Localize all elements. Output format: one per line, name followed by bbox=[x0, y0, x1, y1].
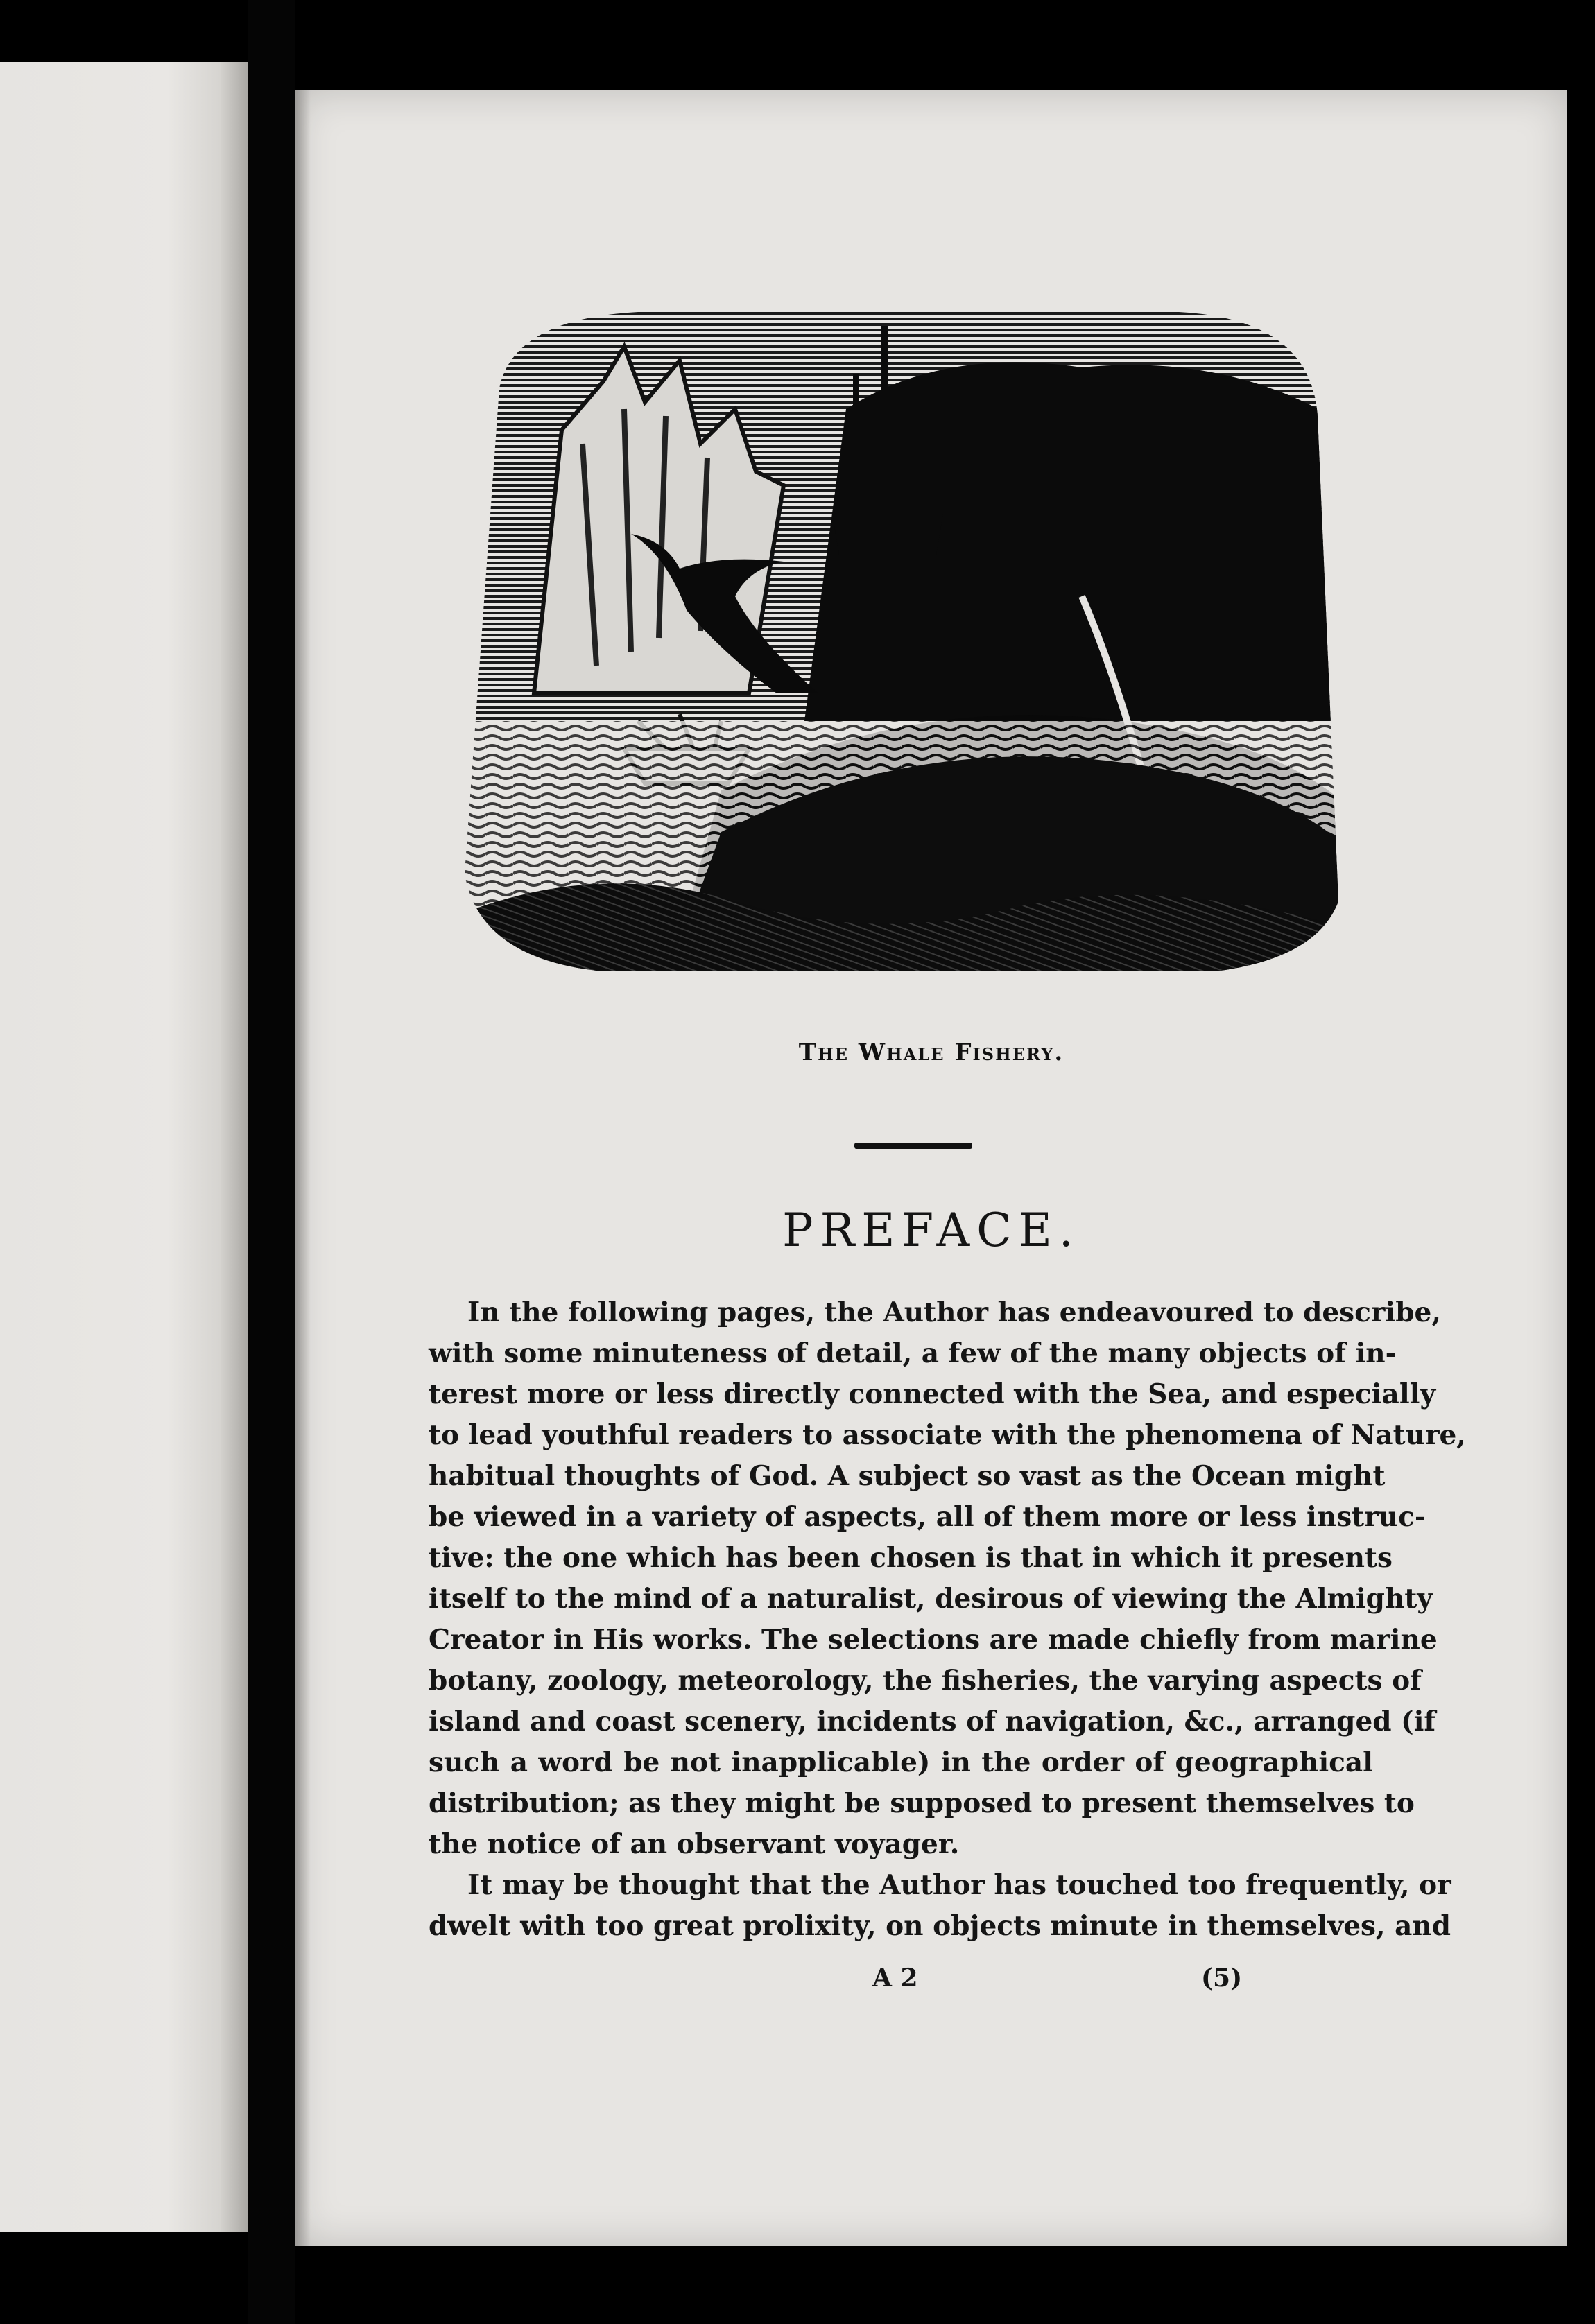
section-divider-rule bbox=[854, 1143, 972, 1149]
whale-fishery-engraving bbox=[458, 305, 1352, 985]
illustration-caption: The Whale Fishery. bbox=[798, 1039, 1064, 1066]
text-line: terest more or less directly connected with the Sea, and especially bbox=[429, 1378, 1436, 1410]
text-line: tive: the one which has been chosen is that in which it presents bbox=[429, 1542, 1393, 1574]
signature-mark: A 2 bbox=[872, 1963, 918, 1993]
binding-gutter bbox=[248, 0, 295, 2324]
left-facing-page bbox=[0, 62, 239, 2232]
text-line: be viewed in a variety of aspects, all of them more or less instruc- bbox=[429, 1501, 1426, 1533]
preface-body bbox=[429, 1292, 1466, 1947]
page-inner-shadow bbox=[295, 90, 311, 2246]
text-line: the notice of an observant voyager. bbox=[429, 1828, 960, 1860]
text-line: with some minuteness of detail, a few of the many objects of in- bbox=[429, 1337, 1397, 1369]
text-line: island and coast scenery, incidents of navigation, &c., arranged (if bbox=[429, 1706, 1436, 1737]
text-line: such a word be not inapplicable) in the order of geographical bbox=[429, 1746, 1373, 1778]
text-line: distribution; as they might be supposed to present themselves to bbox=[429, 1787, 1415, 1819]
page-number: (5) bbox=[1201, 1963, 1243, 1993]
text-line: habitual thoughts of God. A subject so vast as the Ocean might bbox=[429, 1460, 1386, 1492]
page-heading: PREFACE. bbox=[782, 1204, 1080, 1257]
text-line: It may be thought that the Author has touched too frequently, or bbox=[467, 1869, 1451, 1901]
text-line: itself to the mind of a naturalist, desirous of viewing the Almighty bbox=[429, 1583, 1433, 1615]
text-line: In the following pages, the Author has endeavoured to describe, bbox=[467, 1297, 1441, 1328]
text-line: botany, zoology, meteorology, the fisheries, the varying aspects of bbox=[429, 1665, 1422, 1697]
text-line: to lead youthful readers to associate with the phenomena of Nature, bbox=[429, 1419, 1466, 1451]
text-line: dwelt with too great prolixity, on objects minute in themselves, and bbox=[429, 1910, 1451, 1942]
text-line: Creator in His works. The selections are made chiefly from marine bbox=[429, 1624, 1438, 1656]
left-page-edge bbox=[221, 62, 248, 2232]
